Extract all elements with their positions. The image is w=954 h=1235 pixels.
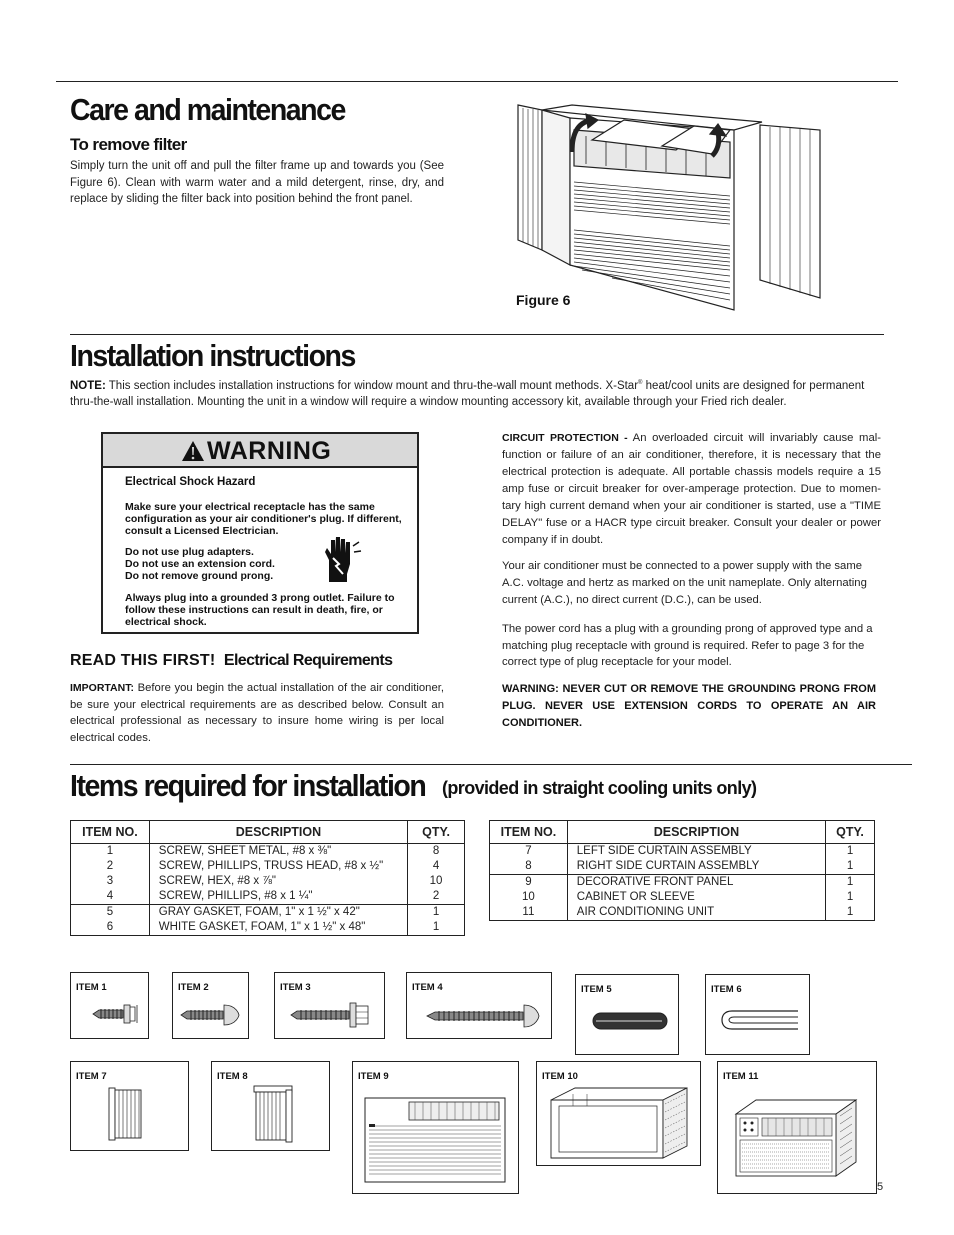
warning-p2a: Do not use plug adapters. [125, 546, 254, 558]
warning-p2b: Do not use an extension cord. [125, 558, 275, 570]
warning-header [103, 434, 417, 468]
warning-triangle-icon [181, 440, 205, 462]
col-header-qty: QTY. [408, 821, 465, 844]
gray-gasket-icon [592, 1011, 668, 1031]
page-number: 5 [877, 1181, 884, 1193]
warning-box [101, 432, 419, 634]
item-8-box [211, 1061, 330, 1151]
col-header-item-no: ITEM NO. [490, 821, 568, 844]
sheet-metal-screw-icon [91, 1003, 145, 1025]
install-note-text-a: This section includes installation instructions for window mount and thru-the-wall mount methods. X-Star [108, 379, 639, 392]
important-label: IMPORTANT: [70, 682, 134, 694]
important-text: Before you begin the actual installation of the air conditioner, be sure your electrical requirements are as described below. Consult an electrical professional as necessary to insure home wiring is per local electrical codes. [70, 682, 445, 744]
item-10-box [536, 1061, 701, 1166]
install-title: Installation instructions [70, 338, 355, 373]
power-cord-paragraph: The power cord has a plug with a grounding prong of approved type and a matching plug receptacle with ground is required. Refer to page 3 for the correct type of plug receptacle for your model. [502, 623, 873, 668]
item-5-label: ITEM 5 [581, 984, 612, 995]
col-header-description: DESCRIPTION [149, 821, 407, 844]
items-title-note: (provided in straight cooling units only) [442, 778, 757, 798]
decorative-front-panel-icon [363, 1096, 509, 1186]
warning-title: Electrical Shock Hazard [125, 476, 256, 488]
phillips-screw-icon [425, 1003, 543, 1029]
item-8-label: ITEM 8 [217, 1071, 248, 1082]
grounding-warning: WARNING: NEVER CUT OR REMOVE THE GROUNDING PRONG FROM PLUG. NEVER USE EXTENSION CORDS TO OPERATE AN AIR CONDITIONER. [502, 683, 876, 729]
item-4-label: ITEM 4 [412, 982, 443, 993]
warning-p1: Make sure your electrical receptacle has the same configuration as your air conditioner's plug. If different, consult a Licensed Electrician. [125, 501, 402, 537]
figure-6-illustration [512, 100, 828, 312]
items-table-left [70, 820, 465, 936]
left-curtain-icon [105, 1084, 145, 1144]
circuit-protection-paragraph [502, 430, 881, 549]
table-row: 1 2 3 4 SCREW, SHEET METAL, #8 x ⅜" SCREW, PHILLIPS, TRUSS HEAD, #8 x ½" SCREW, HEX, #8 x ⅞" SCREW, PHILLIPS, #8 x 1 ¼" 8 4 10 2 [71, 844, 465, 905]
electric-shock-hand-icon [319, 534, 363, 584]
warning-header-text: WARNING [207, 437, 332, 465]
table-row: 5 6 GRAY GASKET, FOAM, 1" x 1 ½" x 42" WHITE GASKET, FOAM, 1" x 1 ½" x 48" 1 1 [71, 905, 465, 936]
truss-head-screw-icon [179, 1003, 245, 1027]
install-note-label: NOTE: [70, 379, 106, 392]
item-1-box [70, 972, 149, 1039]
figure-6-label: Figure 6 [516, 292, 571, 308]
item-7-box [70, 1061, 189, 1151]
col-header-qty: QTY. [826, 821, 875, 844]
care-subtitle: To remove filter [70, 135, 187, 154]
cabinet-sleeve-icon [545, 1086, 695, 1162]
hex-screw-icon [289, 1001, 379, 1029]
items-table-right [489, 820, 875, 921]
air-conditioning-unit-icon [732, 1096, 862, 1180]
white-gasket-icon [720, 1009, 800, 1031]
item-4-box [406, 972, 552, 1039]
item-6-label: ITEM 6 [711, 984, 742, 995]
install-note-text-b: heat/cool units are designed for permanent thru-the-wall installation. Mounting the unit in a window will require a window mounting accessory kit, available through your Fried rich dealer. [70, 379, 865, 409]
install-note [70, 375, 884, 411]
item-3-box [274, 972, 385, 1039]
col-header-description: DESCRIPTION [567, 821, 825, 844]
read-first-label: READ THIS FIRST! [70, 652, 216, 669]
item-6-box [705, 974, 810, 1055]
item-11-box [717, 1061, 877, 1194]
item-5-box [575, 974, 679, 1055]
item-9-label: ITEM 9 [358, 1071, 389, 1082]
read-first-heading [70, 652, 392, 670]
warning-p3: Always plug into a grounded 3 prong outlet. Failure to follow these instructions can result in death, fire, or electrical shock. [125, 592, 395, 628]
care-title: Care and maintenance [70, 92, 345, 127]
item-1-label: ITEM 1 [76, 982, 107, 993]
circuit-protection-label: CIRCUIT PROTECTION - [502, 432, 628, 444]
item-9-box [352, 1061, 519, 1194]
item-2-label: ITEM 2 [178, 982, 209, 993]
item-10-label: ITEM 10 [542, 1071, 578, 1082]
important-paragraph [70, 680, 444, 746]
item-2-box [172, 972, 249, 1039]
col-header-item-no: ITEM NO. [71, 821, 150, 844]
item-11-label: ITEM 11 [723, 1071, 759, 1082]
item-3-label: ITEM 3 [280, 982, 311, 993]
power-supply-paragraph: Your air conditioner must be connected to a power supply with the same A.C. voltage and hertz as marked on the unit nameplate. Only alternating current (A.C.), no direct current (D.C.), can be used. [502, 560, 867, 606]
right-curtain-icon [252, 1084, 302, 1144]
warning-p2c: Do not remove ground prong. [125, 570, 274, 582]
table-row: 7 8 LEFT SIDE CURTAIN ASSEMBLY RIGHT SIDE CURTAIN ASSEMBLY 1 1 [490, 844, 875, 875]
install-note-reg: ® [638, 380, 643, 386]
care-body: Simply turn the unit off and pull the filter frame up and towards you (See Figure 6). Clean with warm water and a mild detergent, rinse, dry, and replace by sliding the filter back into position behind the front panel. [70, 160, 444, 205]
items-title: Items required for installation [70, 768, 426, 803]
item-7-label: ITEM 7 [76, 1071, 107, 1082]
electrical-requirements-label: Electrical Requirements [223, 652, 393, 669]
table-row: 9 10 11 DECORATIVE FRONT PANEL CABINET OR SLEEVE AIR CONDITIONING UNIT 1 1 1 [490, 875, 875, 921]
circuit-protection-text: An overloaded circuit will invariably cause mal-function or failure of an air conditioner, therefore, it is necessary that the electrical protection is adequate. All portable chassis models require a 15 amp fuse or circuit breaker for over-amperage protection. Due to momen-tary high current demand when your air conditioner is started, use a "TIME DELAY" fuse or a HACR type circuit breaker. Consult your dealer or power company if in doubt. [502, 432, 881, 546]
